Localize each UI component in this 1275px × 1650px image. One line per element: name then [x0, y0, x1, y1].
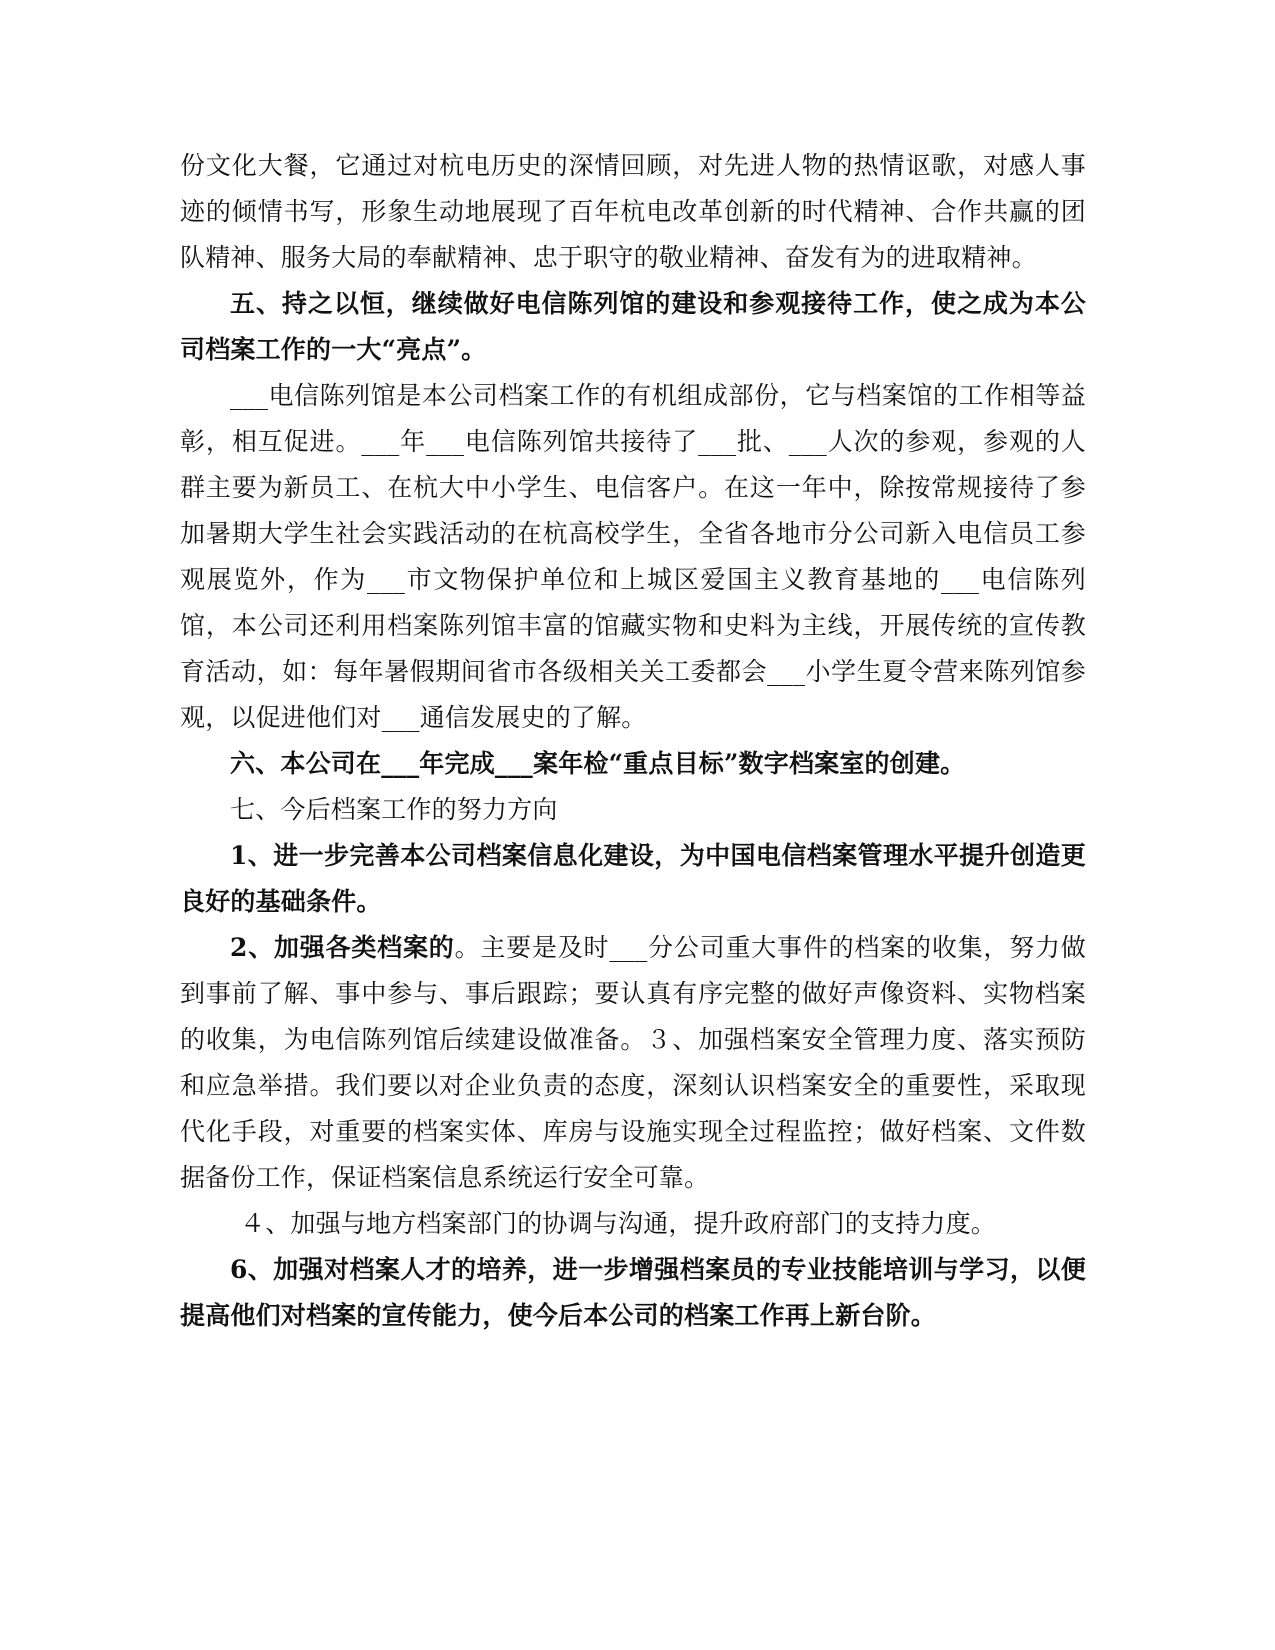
- paragraph-culture-feast: 份文化大餐，它通过对杭电历史的深情回顾，对先进人物的热情讴歌，对感人事迹的倾情书写，形象生动地展现了百年杭电改革创新的时代精神、合作共赢的团队精神、服务大局的奉献精神、忠于职守的敬业精神、奋发有为的进取精神。: [180, 151, 1086, 272]
- document-page: [180, 143, 1086, 1339]
- direction-item-4: ４、加强与地方档案部门的协调与沟通，提升政府部门的支持力度。: [240, 1209, 997, 1238]
- direction-item-2-body: 。主要是及时___分公司重大事件的档案的收集，努力做到事前了解、事中参与、事后跟踪；要认真有序完整的做好声像资料、实物档案的收集，为电信陈列馆后续建设做准备。３、加强档案安全管理力度、落实预防和应急举措。我们要以对企业负责的态度，深刻认识档案安全的重要性，采取现代化手段，对重要的档案实体、库房与设施实现全过程监控；做好档案、文件数据备份工作，保证档案信息系统运行安全可靠。: [180, 933, 1087, 1192]
- heading-section-six: 六、本公司在___年完成___案年检“重点目标”数字档案室的创建。: [230, 749, 966, 778]
- direction-item-2: [180, 925, 1086, 1201]
- paragraph-exhibition-hall: ___电信陈列馆是本公司档案工作的有机组成部份，它与档案馆的工作相等益彰，相互促进。___年___电信陈列馆共接待了___批、___人次的参观，参观的人群主要为新员工、在杭大中小学生、电信客户。在这一年中，除按常规接待了参加暑期大学生社会实践活动的在杭高校学生，全省各地市分公司新入电信员工参观展览外，作为___市文物保护单位和上城区爱国主义教育基地的___电信陈列馆，本公司还利用档案陈列馆丰富的馆藏实物和史料为主线，开展传统的宣传教育活动，如：每年暑假期间省市各级相关关工委都会___小学生夏令营来陈列馆参观，以促进他们对___通信发展史的了解。: [180, 381, 1086, 732]
- direction-item-6: 6、加强对档案人才的培养，进一步增强档案员的专业技能培训与学习，以便提高他们对档案的宣传能力，使今后本公司的档案工作再上新台阶。: [180, 1255, 1086, 1330]
- direction-item-2-title: 2、加强各类档案的: [230, 933, 455, 962]
- heading-section-seven: 七、今后档案工作的努力方向: [230, 795, 558, 824]
- direction-item-1: 1、进一步完善本公司档案信息化建设，为中国电信档案管理水平提升创造更良好的基础条件。: [180, 841, 1086, 916]
- heading-section-five: 五、持之以恒，继续做好电信陈列馆的建设和参观接待工作，使之成为本公司档案工作的一大“亮点”。: [180, 289, 1086, 364]
